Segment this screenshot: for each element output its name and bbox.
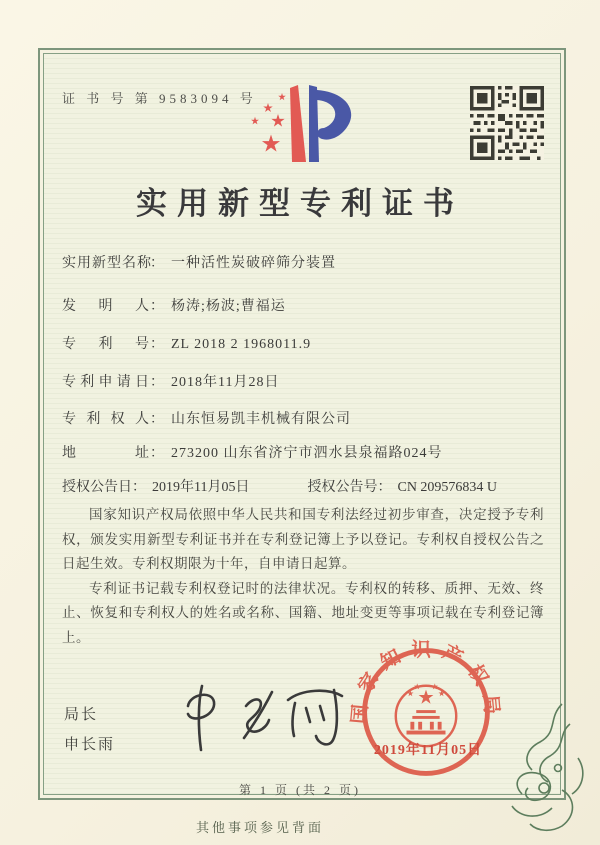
- seal-date: 2019年11月05日: [373, 743, 483, 758]
- field-application-date: 专利申请日： 2018年11月28日: [62, 375, 280, 390]
- field-value: 一种活性炭破碎筛分装置: [171, 256, 336, 271]
- official-seal: [348, 636, 504, 792]
- director-signature: [168, 676, 368, 760]
- legal-paragraph-2: 专利证书记载专利权登记时的法律状况。专利权的转移、质押、无效、终止、恢复和专利权人的姓名或名称、国籍、地址变更等事项记载在专利登记簿上。: [62, 580, 544, 645]
- field-grant-announcement: [62, 476, 497, 496]
- back-note: 其他事项参见背面: [195, 820, 324, 835]
- field-value: ZL 2018 2 1968011.9: [171, 337, 312, 352]
- page-number: 第 1 页 (共 2 页): [239, 783, 361, 797]
- certificate-number: 证 书 号 第 9583094 号: [62, 91, 257, 106]
- officer-name: 申长雨: [64, 737, 116, 753]
- field-patent-number: 专利号： ZL 2018 2 1968011.9: [62, 337, 312, 352]
- officer-title: 局长: [64, 707, 99, 723]
- field-value: 273200 山东省济宁市泗水县泉福路024号: [171, 446, 443, 461]
- field-value: 山东恒易凯丰机械有限公司: [171, 412, 351, 427]
- field-address: 地址： 273200 山东省济宁市泗水县泉福路024号: [62, 446, 443, 461]
- grant-number: 授权公告号： CN 209576834 U: [307, 480, 498, 495]
- field-patentee: 专利权人： 山东恒易凯丰机械有限公司: [62, 412, 351, 427]
- qr-code: [470, 86, 544, 160]
- field-value: 杨涛;杨波;曹福运: [171, 299, 286, 314]
- certificate-title: 实用新型专利证书: [136, 186, 464, 221]
- national-emblem-icon: [396, 683, 456, 746]
- seal-ring-text: 国家知识产权局: [349, 639, 503, 725]
- legal-text: [62, 503, 544, 650]
- field-value: 2018年11月28日: [171, 375, 280, 390]
- field-inventors: 发明人： 杨涛;杨波;曹福运: [62, 299, 286, 314]
- grant-date: 授权公告日： 2019年11月05日: [62, 480, 250, 495]
- cnipa-logo-icon: [228, 80, 372, 176]
- legal-paragraph-1: 国家知识产权局依照中华人民共和国专利法经过初步审查，决定授予专利权，颁发实用新型专利证书并在专利登记簿上予以登记。专利权自授权公告之日起生效。专利权期限为十年，自申请日起算。: [62, 507, 544, 572]
- officer-block: [64, 700, 115, 760]
- field-utility-model-name: 实用新型名称： 一种活性炭破碎筛分装置: [62, 256, 336, 271]
